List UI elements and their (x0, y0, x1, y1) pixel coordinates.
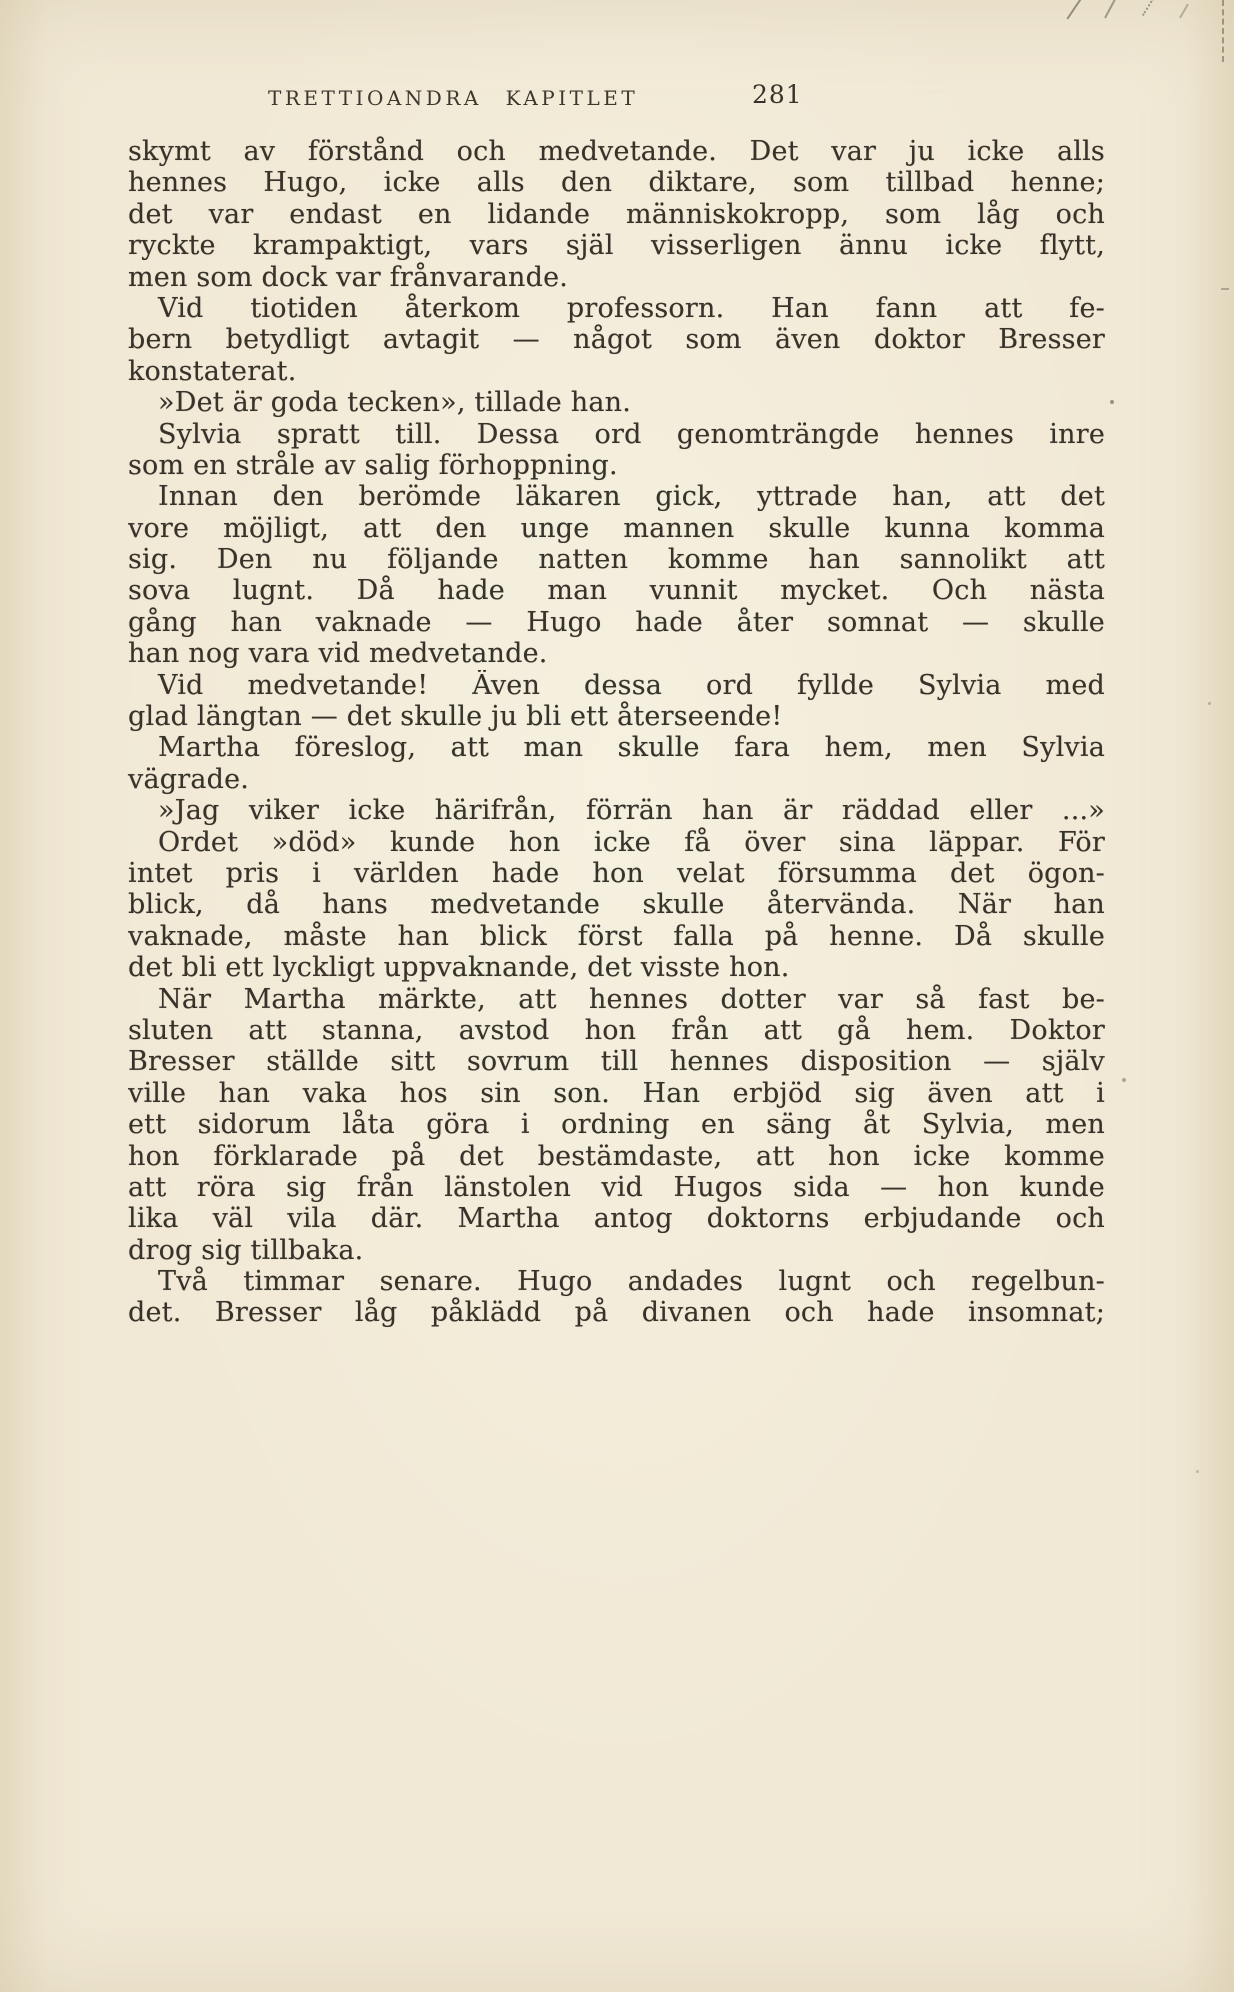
text-line: sluten att stanna, avstod hon från att gå hem. Doktor (128, 1014, 1105, 1046)
pencil-mark (1104, 0, 1122, 18)
text-line: vaknade, måste han blick först falla på henne. Då skulle (128, 920, 1105, 952)
text-line: skymt av förstånd och medvetande. Det var ju icke alls (128, 136, 1105, 167)
text-line: som en stråle av salig förhoppning. (128, 449, 618, 481)
text-line: men som dock var frånvarande. (128, 261, 569, 293)
text-line: konstaterat. (128, 355, 297, 387)
ink-speck (1196, 1470, 1199, 1473)
text-line: glad längtan — det skulle ju bli ett återseende! (128, 701, 783, 733)
text-line: Ordet »död» kunde hon icke få över sina läppar. För (158, 826, 1105, 858)
ink-speck (1122, 1078, 1126, 1082)
text-line: det. Bresser låg påklädd på divanen och hade insomnat; (128, 1297, 1105, 1329)
text-line: sig. Den nu följande natten komme han sannolikt att (128, 544, 1105, 576)
pencil-mark (1066, 0, 1081, 20)
text-line: Vid tiotiden återkom professorn. Han fann att fe- (158, 292, 1105, 324)
text-line: det bli ett lyckligt uppvaknande, det visste hon. (128, 952, 790, 984)
text-line: ryckte krampaktigt, vars själ visserligen ännu icke flytt, (128, 230, 1105, 262)
text-line: drog sig tillbaka. (128, 1234, 364, 1266)
running-head-chapter-title: TRETTIOANDRA KAPITLET (268, 86, 639, 110)
ink-speck (1110, 400, 1114, 404)
text-line: ville han vaka hos sin son. Han erbjöd sig även att i (128, 1077, 1105, 1109)
text-line: Martha föreslog, att man skulle fara hem, men Sylvia (158, 732, 1105, 764)
text-line: hon förklarade på det bestämdaste, att hon icke komme (128, 1140, 1105, 1172)
text-line: vägrade. (128, 763, 250, 795)
text-line: lika väl vila där. Martha antog doktorns erbjudande och (128, 1203, 1105, 1235)
text-line: hennes Hugo, icke alls den diktare, som tillbad henne; (128, 167, 1105, 199)
text-line: Sylvia spratt till. Dessa ord genomträngde hennes inre (158, 418, 1105, 450)
ink-speck (1208, 702, 1211, 705)
text-line: bern betydligt avtagit — något som även doktor Bresser (128, 324, 1105, 356)
text-line: Två timmar senare. Hugo andades lugnt och regelbun- (158, 1266, 1105, 1298)
text-line: Vid medvetande! Även dessa ord fyllde Sylvia med (158, 669, 1105, 701)
text-line: ett sidorum låta göra i ordning en säng åt Sylvia, men (128, 1109, 1105, 1141)
text-line: »Jag viker icke härifrån, förrän han är räddad eller ...» (158, 795, 1105, 827)
page-body-text (128, 136, 1105, 1329)
text-line: Innan den berömde läkaren gick, yttrade han, att det (158, 481, 1105, 513)
text-line: sova lugnt. Då hade man vunnit mycket. Och nästa (128, 575, 1105, 607)
edge-dash-mark (1222, 0, 1224, 62)
pencil-mark (1142, 0, 1154, 16)
pencil-mark (1179, 4, 1189, 19)
text-line: han nog vara vid medvetande. (128, 638, 548, 670)
text-line: När Martha märkte, att hennes dotter var så fast be- (158, 983, 1105, 1015)
text-line: vore möjligt, att den unge mannen skulle kunna komma (128, 512, 1105, 544)
text-line: Bresser ställde sitt sovrum till hennes disposition — själv (128, 1046, 1105, 1078)
text-line: gång han vaknade — Hugo hade åter somnat — skulle (128, 606, 1105, 638)
page-number: 281 (752, 80, 803, 109)
edge-tick-mark (1221, 288, 1229, 290)
text-line: blick, då hans medvetande skulle återvända. När han (128, 889, 1105, 921)
text-line: »Det är goda tecken», tillade han. (158, 387, 631, 419)
text-line: intet pris i världen hade hon velat försumma det ögon- (128, 857, 1105, 889)
text-line: det var endast en lidande människokropp, som låg och (128, 198, 1105, 230)
text-line: att röra sig från länstolen vid Hugos sida — hon kunde (128, 1171, 1105, 1203)
